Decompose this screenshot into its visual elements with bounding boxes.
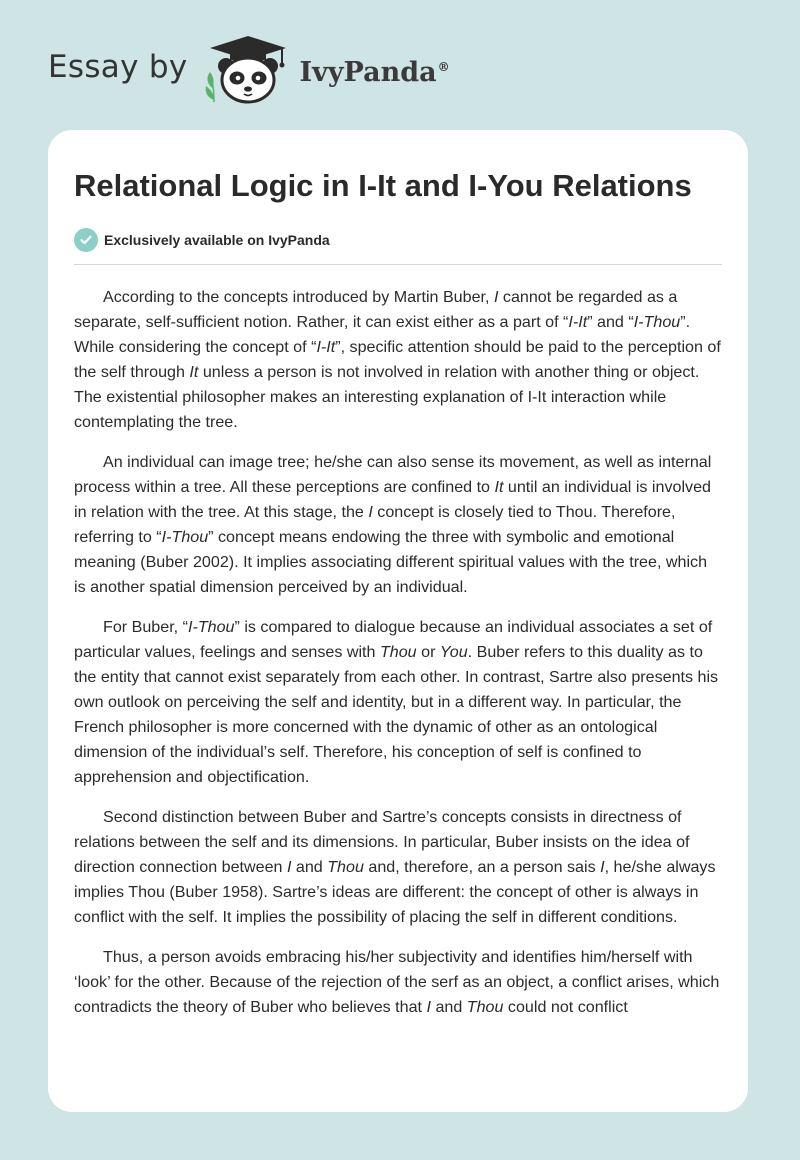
italic-text: I-Thou	[633, 313, 681, 331]
italic-text: I-It	[568, 313, 588, 331]
text-run: cannot be regarded as a separate, self-sufficient notion. Rather, it can exist either as a part of “	[74, 288, 678, 331]
italic-text: I	[493, 288, 499, 306]
essay-paragraph	[74, 615, 722, 790]
text-run: . Buber refers to this duality as to the entity that cannot exist separately from each other. In contrast, Sartre also presents his own outlook on perceiving the self and identity, but in a different way. In particular, the French philosopher is more concerned with the dynamic of other as an ontological dimension of the individual’s self. Therefore, his conception of self is confined to apprehension and objectification.	[74, 643, 719, 786]
essay-paragraph	[74, 945, 722, 1020]
site-header	[48, 34, 450, 106]
essay-paragraph	[74, 285, 722, 435]
text-run: ”. While considering the concept of “	[74, 313, 691, 356]
essay-paragraph	[74, 805, 722, 930]
text-run: ” is compared to dialogue because an individual associates a set of particular values, feelings and senses with	[74, 618, 713, 661]
text-run: and	[291, 858, 328, 876]
essay-by-label: Essay by	[48, 49, 188, 85]
italic-text: I-Thou	[187, 618, 235, 636]
text-run: According to the concepts introduced by Martin Buber,	[103, 288, 494, 306]
text-run: ”, specific attention should be paid to the perception of the self through	[74, 338, 721, 381]
essay-paragraph	[74, 450, 722, 600]
panda-graduate-icon	[202, 34, 294, 106]
italic-text: I	[368, 503, 373, 521]
italic-text: Thou	[466, 998, 504, 1016]
text-run: Second distinction between Buber and Sartre’s concepts consists in directness of relations between the self and its dimensions. In particular, Buber insists on the idea of direction connection between	[74, 808, 690, 876]
text-run: concept is closely tied to Thou. Therefore, referring to “	[74, 503, 676, 546]
text-run: and	[430, 998, 467, 1016]
brand-name: IvyPanda®	[299, 56, 450, 88]
italic-text: It	[189, 363, 199, 381]
text-run: or	[416, 643, 440, 661]
italic-text: Thou	[327, 858, 364, 876]
text-run: Thus, a person avoids embracing his/her subjectivity and identifies him/herself with ‘look’ for the other. Because of the rejection of the serf as an object, a conflict arises, which contradicts the theory of Buber who believes that	[74, 948, 720, 1016]
text-run: ” concept means endowing the three with symbolic and emotional meaning (Buber 2002). It implies associating different spiritual values with the tree, which is another spatial dimension perceived by an individual.	[74, 528, 708, 596]
text-run: For Buber, “	[103, 618, 188, 636]
check-circle-icon	[74, 228, 98, 252]
italic-text: I	[426, 998, 431, 1016]
italic-text: You	[439, 643, 468, 661]
text-run: could not conflict	[503, 998, 628, 1016]
text-run: , he/she always implies Thou (Buber 1958). Sartre’s ideas are different: the concept of other is always in conflict with the self. It implies the possibility of placing the self in different conditions.	[74, 858, 716, 926]
italic-text: Thou	[379, 643, 417, 661]
essay-body	[74, 285, 722, 1020]
essay-card	[48, 130, 748, 1112]
italic-text: I	[600, 858, 605, 876]
exclusive-badge	[74, 228, 722, 265]
text-run: unless a person is not involved in relation with another thing or object. The existential philosopher makes an interesting explanation of I-It interaction while contemplating the tree.	[74, 363, 700, 431]
text-run: An individual can image tree; he/she can also sense its movement, as well as internal process within a tree. All these perceptions are confined to	[74, 453, 712, 496]
italic-text: I-It	[316, 338, 336, 356]
text-run: ” and “	[587, 313, 634, 331]
page-title: Relational Logic in I-It and I-You Relations	[74, 168, 692, 203]
text-run: until an individual is involved in relation with the tree. At this stage, the	[74, 478, 711, 521]
exclusive-badge-text: Exclusively available on IvyPanda	[104, 232, 330, 248]
italic-text: I-Thou	[161, 528, 209, 546]
text-run: and, therefore, an a person sais	[363, 858, 601, 876]
italic-text: I	[286, 858, 292, 876]
italic-text: It	[494, 478, 504, 496]
